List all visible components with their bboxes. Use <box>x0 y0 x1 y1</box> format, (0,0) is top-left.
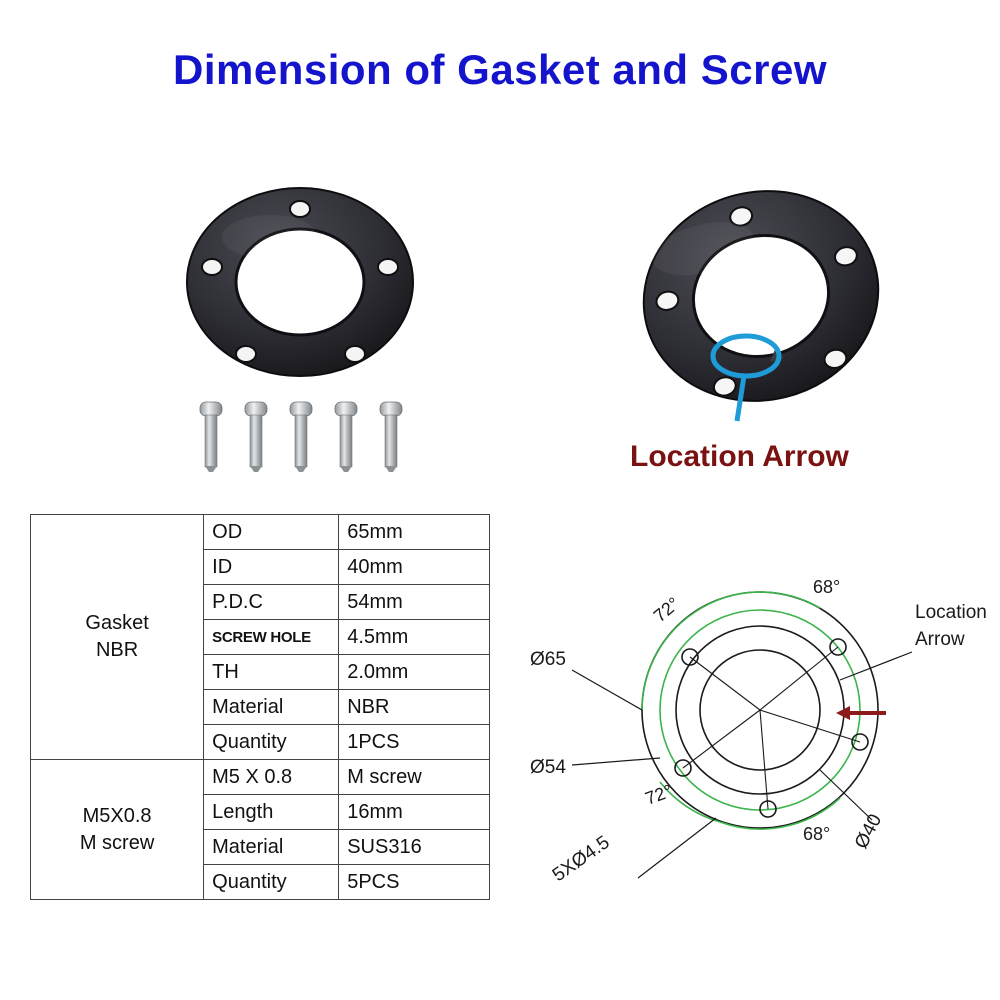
technical-drawing <box>520 530 990 900</box>
dimension-label-screw-hole: 5XØ4.5 <box>548 831 614 887</box>
angle-label-68-top: 68° <box>813 577 841 597</box>
screws-photo <box>196 398 426 478</box>
spec-value: 40mm <box>339 550 490 585</box>
spec-key: Quantity <box>204 865 339 900</box>
drawing-location-arrow-label-2: Arrow <box>915 629 965 650</box>
spec-value: 4.5mm <box>339 620 490 655</box>
gasket-angled-illustration <box>616 166 906 456</box>
spec-key: Material <box>204 690 339 725</box>
spec-key: TH <box>204 655 339 690</box>
spec-value: SUS316 <box>339 830 490 865</box>
angle-arc-1 <box>642 612 695 710</box>
spec-key: SCREW HOLE <box>204 620 339 655</box>
specification-table <box>30 514 490 900</box>
spec-value: 54mm <box>339 585 490 620</box>
spec-key: ID <box>204 550 339 585</box>
dimension-label-pcd: Ø54 <box>530 757 566 778</box>
spec-value: 16mm <box>339 795 490 830</box>
angle-label-72-bottom-left: 72° <box>642 780 675 809</box>
screws-illustration <box>196 398 426 478</box>
spec-key: Quantity <box>204 725 339 760</box>
gasket-front-photo <box>180 182 420 382</box>
leader-screw-hole <box>638 818 716 878</box>
leader-pcd <box>572 758 660 765</box>
screw-hole-group <box>675 639 868 817</box>
group-label-line2: M screw <box>79 831 155 854</box>
spec-value: 65mm <box>339 515 490 550</box>
spec-value: 1PCS <box>339 725 490 760</box>
spec-value: M screw <box>339 760 490 795</box>
gasket-front-illustration <box>180 182 420 382</box>
group-label-line1: M5X0.8 <box>82 804 152 827</box>
spec-key: P.D.C <box>204 585 339 620</box>
table-row <box>31 515 490 550</box>
spec-key: M5 X 0.8 <box>204 760 339 795</box>
table-row <box>31 760 490 795</box>
page-title: Dimension of Gasket and Screw <box>172 46 827 93</box>
leader-id <box>820 770 872 820</box>
spec-value: 2.0mm <box>339 655 490 690</box>
location-arrow-callout-label: Location Arrow <box>630 440 849 473</box>
dimension-label-od: Ø65 <box>530 649 566 670</box>
group-label-screw <box>31 760 204 900</box>
spec-key: OD <box>204 515 339 550</box>
angle-arc-2 <box>695 592 820 612</box>
angle-label-72-left: 72° <box>649 593 684 627</box>
spec-key: Material <box>204 830 339 865</box>
group-label-line2: NBR <box>95 639 139 661</box>
technical-drawing-svg <box>520 530 990 900</box>
spec-value: 5PCS <box>339 865 490 900</box>
leader-od <box>572 670 642 710</box>
group-label-line1: Gasket <box>85 612 149 634</box>
group-label-gasket <box>31 515 204 760</box>
dimension-label-id: Ø40 <box>850 810 887 853</box>
drawing-location-arrow-label-1: Location <box>915 602 987 623</box>
spec-value: NBR <box>339 690 490 725</box>
gasket-angled-photo <box>616 166 906 456</box>
spec-key: Length <box>204 795 339 830</box>
angle-label-68-bottom: 68° <box>803 824 831 844</box>
leader-location-arrow <box>840 652 912 680</box>
